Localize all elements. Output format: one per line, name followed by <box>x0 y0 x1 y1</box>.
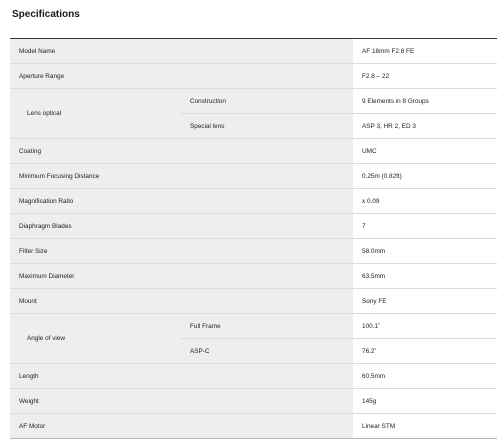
spec-row-max-diameter <box>10 264 497 289</box>
spec-value: Sony FE <box>353 289 497 314</box>
spec-sublabel: Full Frame <box>180 314 353 339</box>
spec-group-label: Angle of view <box>10 314 180 364</box>
spec-value: Linear STM <box>353 414 497 439</box>
spec-row-weight <box>10 389 497 414</box>
spec-label: Aperture Range <box>10 64 353 89</box>
spec-value: 9 Elements in 8 Groups <box>353 89 497 114</box>
spec-row-aperture-range <box>10 64 497 89</box>
spec-label: Model Name <box>10 39 353 64</box>
spec-value: 60.5mm <box>353 364 497 389</box>
page-title: Specifications <box>12 9 80 20</box>
spec-value: 58.0mm <box>353 239 497 264</box>
spec-row-filter-size <box>10 239 497 264</box>
spec-sublabel: ASP-C <box>180 339 353 364</box>
spec-row-construction <box>10 89 497 114</box>
spec-row-length <box>10 364 497 389</box>
spec-label: Coating <box>10 139 353 164</box>
spec-value: 100.1˚ <box>353 314 497 339</box>
spec-value: F2.8 – 22 <box>353 64 497 89</box>
spec-row-model-name <box>10 39 497 64</box>
spec-label: Diaphragm Blades <box>10 214 353 239</box>
spec-label: Minimum Focusing Distance <box>10 164 353 189</box>
spec-row-min-focus <box>10 164 497 189</box>
spec-row-af-motor <box>10 414 497 439</box>
spec-sublabel: Construction <box>180 89 353 114</box>
spec-value: 145g <box>353 389 497 414</box>
spec-value: x 0.09 <box>353 189 497 214</box>
spec-sublabel: Special lens <box>180 114 353 139</box>
spec-row-full-frame <box>10 314 497 339</box>
spec-value: UMC <box>353 139 497 164</box>
specifications-table <box>10 38 497 439</box>
spec-row-coating <box>10 139 497 164</box>
spec-label: Mount <box>10 289 353 314</box>
spec-label: Length <box>10 364 353 389</box>
spec-label: AF Motor <box>10 414 353 439</box>
spec-label: Magnification Ratio <box>10 189 353 214</box>
spec-group-label: Lens optical <box>10 89 180 139</box>
spec-label: Maximum Diameter <box>10 264 353 289</box>
spec-value: 0.25m (0.82ft) <box>353 164 497 189</box>
spec-label: Filter Size <box>10 239 353 264</box>
spec-row-diaphragm <box>10 214 497 239</box>
spec-value: 63.5mm <box>353 264 497 289</box>
spec-value: ASP 3, HR 2, ED 3 <box>353 114 497 139</box>
spec-label: Weight <box>10 389 353 414</box>
spec-value: 76.2˚ <box>353 339 497 364</box>
spec-value: 7 <box>353 214 497 239</box>
spec-row-magnification <box>10 189 497 214</box>
spec-row-mount <box>10 289 497 314</box>
spec-value: AF 18mm F2.8 FE <box>353 39 497 64</box>
